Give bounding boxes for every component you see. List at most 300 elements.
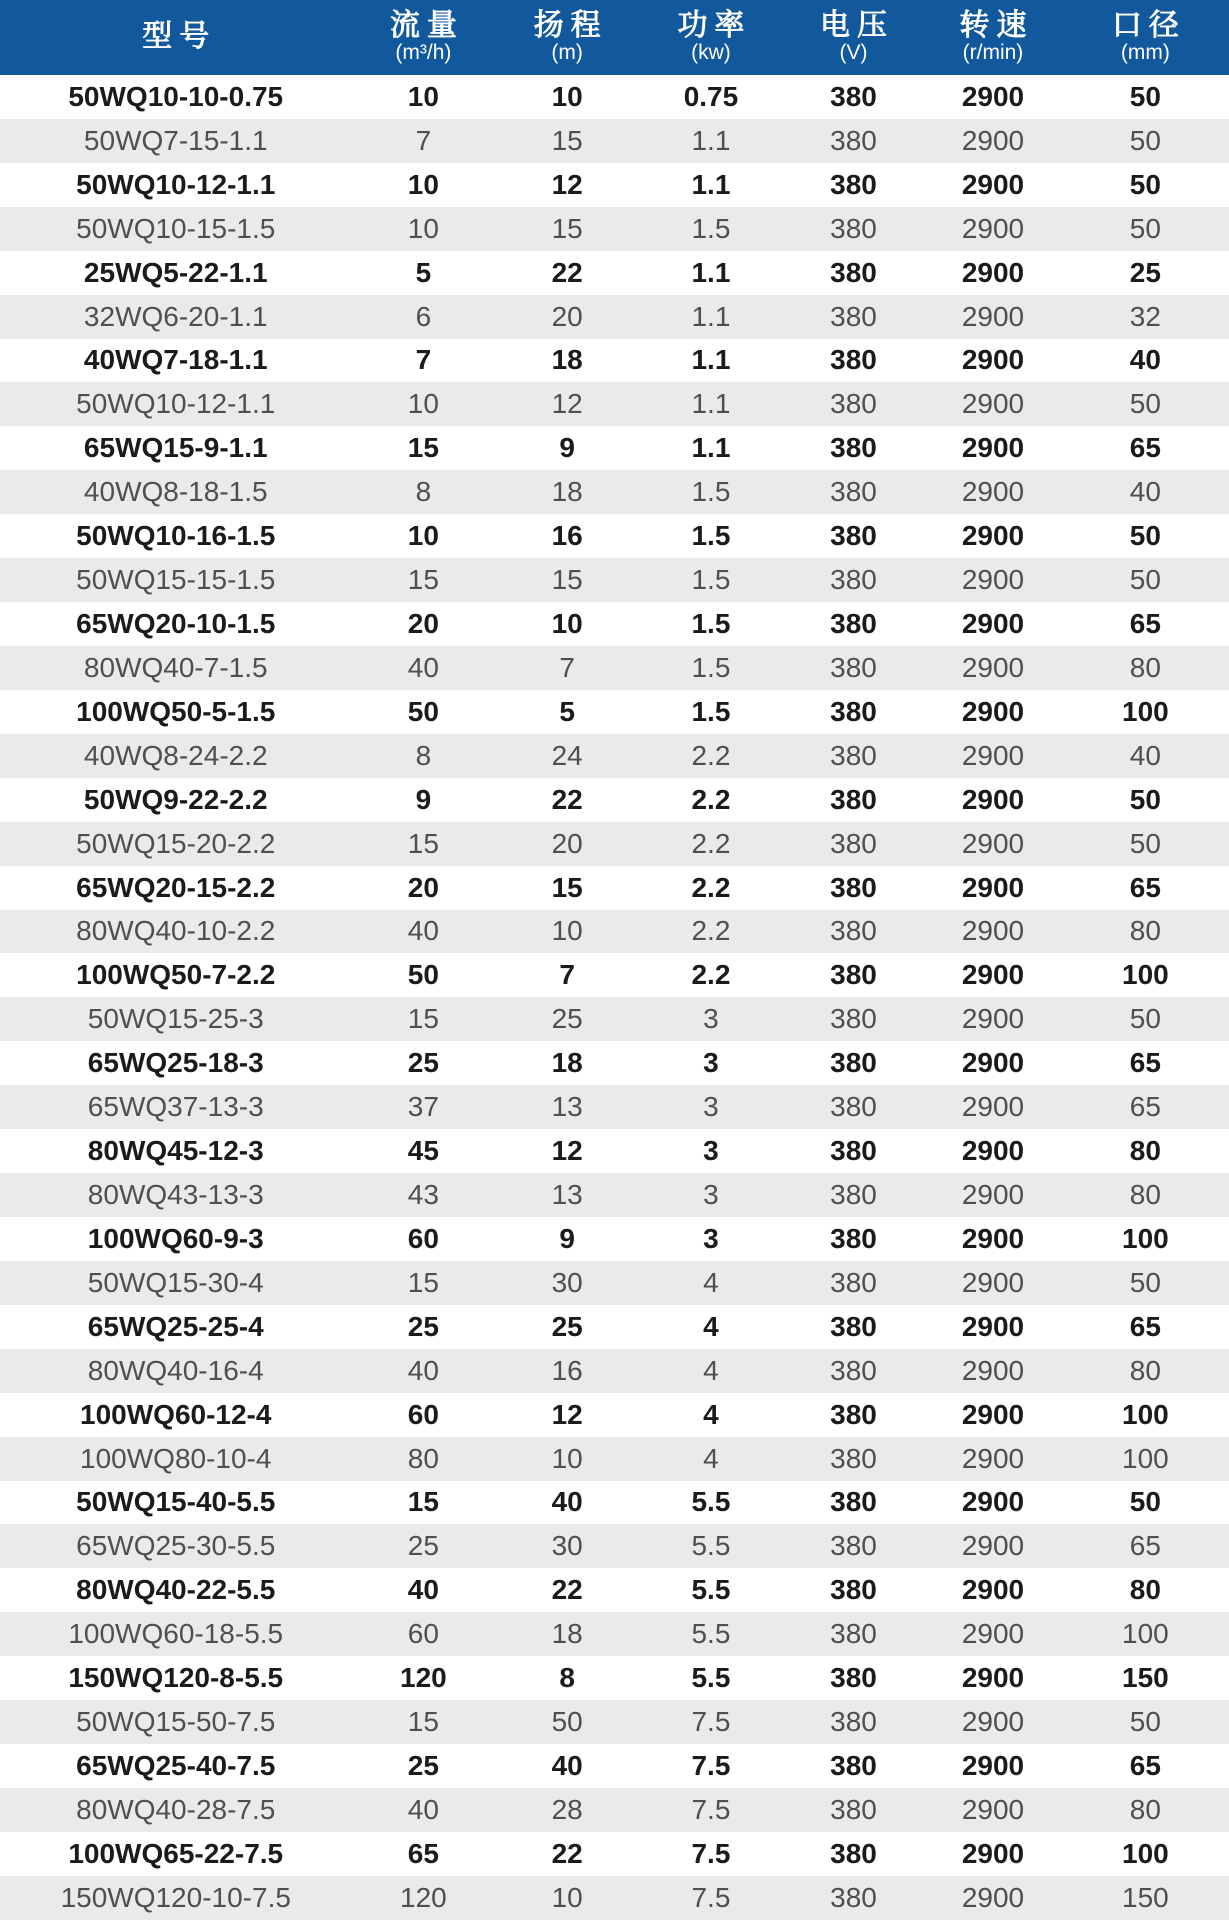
value-cell: 380 [830,1047,877,1079]
value-cell: 65 [1129,1530,1161,1562]
value-cell: 4 [703,1310,719,1342]
value-cell: 380 [830,1135,877,1167]
value-cell: 15 [551,124,583,156]
value-cell: 2900 [961,1749,1025,1781]
model-cell: 65WQ20-15-2.2 [76,871,276,903]
value-cell: 60 [407,1618,439,1650]
model-cell: 50WQ9-22-2.2 [83,783,268,815]
value-cell: 380 [830,1091,877,1123]
value-cell: 380 [830,1793,877,1825]
value-cell: 3 [703,1003,719,1035]
value-cell: 2900 [961,1091,1025,1123]
value-cell: 10 [407,388,439,420]
value-cell: 1.5 [691,651,731,683]
value-cell: 1.5 [691,564,731,596]
table-row [0,1261,1229,1305]
value-cell: 80 [1129,1574,1161,1606]
table-row [0,339,1229,383]
value-cell: 50 [1129,520,1161,552]
value-cell: 3 [703,1222,719,1254]
value-cell: 15 [407,564,439,596]
value-cell: 1.1 [691,300,731,332]
column-label: 功率 [677,8,752,42]
table-row [0,426,1229,470]
table-row [0,690,1229,734]
column-header-0 [0,0,351,75]
value-cell: 2900 [961,1881,1025,1913]
value-cell: 80 [407,1442,439,1474]
value-cell: 2900 [961,476,1025,508]
value-cell: 2900 [961,1222,1025,1254]
value-cell: 2900 [961,520,1025,552]
value-cell: 60 [407,1222,439,1254]
model-cell: 50WQ15-25-3 [87,1003,264,1035]
value-cell: 50 [1129,827,1161,859]
table-row [0,251,1229,295]
value-cell: 65 [1129,1091,1161,1123]
table-row [0,866,1229,910]
table-row [0,822,1229,866]
value-cell: 380 [830,1530,877,1562]
value-cell: 20 [551,827,583,859]
model-cell: 40WQ7-18-1.1 [83,344,268,376]
value-cell: 12 [551,168,583,200]
value-cell: 50 [1129,212,1161,244]
value-cell: 1.5 [691,608,731,640]
value-cell: 80 [1129,915,1161,947]
table-row [0,1656,1229,1700]
table-row [0,119,1229,163]
value-cell: 2900 [961,871,1025,903]
model-cell: 100WQ65-22-7.5 [68,1837,284,1869]
value-cell: 2900 [961,388,1025,420]
value-cell: 50 [1129,1003,1161,1035]
value-cell: 12 [551,1135,583,1167]
value-cell: 5.5 [691,1574,731,1606]
value-cell: 18 [551,1047,583,1079]
value-cell: 2900 [961,1662,1025,1694]
model-cell: 50WQ10-10-0.75 [68,80,284,112]
table-row [0,75,1229,119]
value-cell: 80 [1129,1179,1161,1210]
value-cell: 380 [830,168,877,200]
value-cell: 25 [407,1530,439,1562]
value-cell: 22 [551,1837,583,1869]
value-cell: 25 [407,1310,439,1342]
value-cell: 380 [830,1706,877,1738]
table-row [0,910,1229,954]
value-cell: 25 [407,1047,439,1079]
table-row [0,1700,1229,1744]
value-cell: 7 [559,651,575,683]
value-cell: 2900 [961,1618,1025,1650]
value-cell: 380 [830,915,877,947]
value-cell: 380 [830,1354,877,1386]
value-cell: 30 [551,1530,583,1562]
value-cell: 16 [551,1354,583,1386]
column-unit: (m) [551,41,583,65]
value-cell: 8 [415,476,432,508]
model-cell: 150WQ120-10-7.5 [60,1881,291,1913]
value-cell: 2.2 [691,959,731,991]
value-cell: 2.2 [691,827,731,859]
value-cell: 2900 [961,783,1025,815]
value-cell: 1.1 [691,344,731,376]
value-cell: 10 [407,168,439,200]
value-cell: 22 [551,783,583,815]
value-cell: 7.5 [691,1706,731,1738]
model-cell: 50WQ7-15-1.1 [83,124,268,156]
value-cell: 65 [1129,871,1161,903]
value-cell: 380 [830,1662,877,1694]
value-cell: 2900 [961,1003,1025,1035]
value-cell: 2900 [961,300,1025,332]
column-label: 电压 [819,8,894,42]
value-cell: 2900 [961,1837,1025,1869]
value-cell: 2900 [961,1486,1025,1518]
value-cell: 10 [551,915,583,947]
value-cell: 380 [830,1310,877,1342]
value-cell: 40 [407,1793,439,1825]
value-cell: 380 [830,388,877,420]
value-cell: 2900 [961,695,1025,727]
value-cell: 10 [407,212,439,244]
value-cell: 10 [407,80,439,112]
column-label: 转速 [959,8,1034,42]
table-row [0,953,1229,997]
value-cell: 15 [551,564,583,596]
value-cell: 120 [400,1662,447,1694]
value-cell: 9 [559,432,575,464]
value-cell: 380 [830,1618,877,1650]
value-cell: 32 [1129,300,1161,332]
value-cell: 380 [830,80,877,112]
value-cell: 2900 [961,739,1025,771]
value-cell: 380 [830,1003,877,1035]
model-cell: 40WQ8-18-1.5 [83,476,268,508]
value-cell: 15 [551,212,583,244]
value-cell: 7 [415,124,432,156]
value-cell: 380 [830,827,877,859]
model-cell: 65WQ25-40-7.5 [76,1749,276,1781]
table-row [0,382,1229,426]
model-cell: 80WQ45-12-3 [87,1135,264,1167]
table-row [0,1524,1229,1568]
model-cell: 80WQ40-10-2.2 [76,915,276,947]
column-unit: (m³/h) [395,41,452,65]
model-cell: 100WQ50-7-2.2 [76,959,276,991]
table-row [0,1173,1229,1217]
value-cell: 18 [551,344,583,376]
value-cell: 1.1 [691,388,731,420]
value-cell: 22 [551,1574,583,1606]
column-label: 型号 [142,20,217,54]
table-row [0,1217,1229,1261]
value-cell: 2900 [961,915,1025,947]
column-header-3 [639,0,783,75]
value-cell: 120 [400,1881,447,1913]
value-cell: 15 [407,432,439,464]
value-cell: 380 [830,1398,877,1430]
value-cell: 100 [1122,1442,1169,1474]
value-cell: 7 [415,344,432,376]
column-unit: (V) [839,41,868,65]
model-cell: 80WQ40-22-5.5 [76,1574,276,1606]
value-cell: 10 [551,608,583,640]
value-cell: 40 [1129,344,1161,376]
value-cell: 10 [551,1442,583,1474]
value-cell: 20 [407,608,439,640]
table-row [0,1568,1229,1612]
value-cell: 4 [703,1398,719,1430]
value-cell: 40 [1129,739,1161,771]
value-cell: 2900 [961,1398,1025,1430]
model-cell: 50WQ10-12-1.1 [76,168,276,200]
value-cell: 7 [559,959,575,991]
value-cell: 2900 [961,1047,1025,1079]
table-row [0,163,1229,207]
value-cell: 65 [1129,1047,1161,1079]
value-cell: 9 [559,1222,575,1254]
value-cell: 7.5 [691,1881,731,1913]
value-cell: 20 [551,300,583,332]
value-cell: 380 [830,608,877,640]
table-row [0,1349,1229,1393]
table-row [0,514,1229,558]
model-cell: 100WQ60-9-3 [87,1222,264,1254]
column-header-6 [1062,0,1229,75]
value-cell: 2900 [961,827,1025,859]
table-row [0,1788,1229,1832]
value-cell: 43 [407,1179,439,1210]
value-cell: 380 [830,783,877,815]
value-cell: 50 [1129,168,1161,200]
value-cell: 380 [830,739,877,771]
value-cell: 100 [1122,1398,1169,1430]
value-cell: 380 [830,959,877,991]
model-cell: 50WQ10-12-1.1 [76,388,276,420]
value-cell: 25 [1129,256,1161,288]
value-cell: 1.5 [691,520,731,552]
value-cell: 380 [830,1837,877,1869]
value-cell: 65 [1129,1749,1161,1781]
value-cell: 380 [830,1222,877,1254]
model-cell: 65WQ15-9-1.1 [83,432,268,464]
value-cell: 2.2 [691,783,731,815]
value-cell: 7.5 [691,1837,731,1869]
value-cell: 2.2 [691,871,731,903]
value-cell: 380 [830,564,877,596]
column-unit: (kw) [691,41,731,65]
value-cell: 100 [1122,1837,1169,1869]
value-cell: 15 [551,871,583,903]
value-cell: 65 [1129,1310,1161,1342]
value-cell: 380 [830,212,877,244]
value-cell: 4 [703,1442,719,1474]
table-row [0,1085,1229,1129]
value-cell: 5 [559,695,575,727]
model-cell: 100WQ60-12-4 [80,1398,272,1430]
table-row [0,778,1229,822]
table-row [0,1612,1229,1656]
value-cell: 380 [830,1574,877,1606]
value-cell: 150 [1122,1881,1169,1913]
value-cell: 5.5 [691,1662,731,1694]
value-cell: 380 [830,695,877,727]
value-cell: 2900 [961,1310,1025,1342]
value-cell: 15 [407,1266,439,1298]
value-cell: 2900 [961,256,1025,288]
column-label: 流量 [389,8,464,42]
table-row [0,602,1229,646]
value-cell: 8 [559,1662,575,1694]
value-cell: 1.5 [691,212,731,244]
column-header-1 [351,0,495,75]
value-cell: 2900 [961,1442,1025,1474]
value-cell: 50 [407,695,439,727]
value-cell: 24 [551,739,583,771]
table-row [0,734,1229,778]
value-cell: 5 [415,256,432,288]
value-cell: 40 [407,651,439,683]
model-cell: 100WQ50-5-1.5 [76,695,276,727]
value-cell: 80 [1129,1354,1161,1386]
value-cell: 15 [407,1003,439,1035]
value-cell: 28 [551,1793,583,1825]
value-cell: 50 [1129,783,1161,815]
column-header-4 [783,0,924,75]
value-cell: 25 [407,1749,439,1781]
value-cell: 5.5 [691,1618,731,1650]
column-header-5 [924,0,1062,75]
value-cell: 3 [703,1091,719,1123]
model-cell: 65WQ25-18-3 [87,1047,264,1079]
table-row [0,1744,1229,1788]
value-cell: 380 [830,651,877,683]
model-cell: 80WQ40-16-4 [87,1354,264,1386]
value-cell: 40 [407,1574,439,1606]
value-cell: 2900 [961,344,1025,376]
model-cell: 80WQ43-13-3 [87,1179,264,1210]
value-cell: 5.5 [691,1530,731,1562]
value-cell: 65 [1129,432,1161,464]
value-cell: 80 [1129,1793,1161,1825]
model-cell: 25WQ5-22-1.1 [83,256,268,288]
value-cell: 6 [415,300,432,332]
value-cell: 4 [703,1354,719,1386]
value-cell: 50 [1129,388,1161,420]
model-cell: 65WQ25-30-5.5 [76,1530,276,1562]
value-cell: 2900 [961,1354,1025,1386]
value-cell: 2900 [961,212,1025,244]
model-cell: 50WQ15-40-5.5 [76,1486,276,1518]
value-cell: 12 [551,1398,583,1430]
value-cell: 380 [830,344,877,376]
table-row [0,1305,1229,1349]
value-cell: 2900 [961,651,1025,683]
value-cell: 380 [830,520,877,552]
value-cell: 150 [1122,1662,1169,1694]
value-cell: 2900 [961,959,1025,991]
value-cell: 50 [407,959,439,991]
value-cell: 45 [407,1135,439,1167]
value-cell: 15 [407,1486,439,1518]
value-cell: 2900 [961,1574,1025,1606]
value-cell: 5.5 [691,1486,731,1518]
table-row [0,295,1229,339]
value-cell: 3 [703,1135,719,1167]
model-cell: 80WQ40-7-1.5 [83,651,268,683]
value-cell: 7.5 [691,1793,731,1825]
column-label: 口径 [1111,8,1186,42]
value-cell: 380 [830,432,877,464]
model-cell: 65WQ20-10-1.5 [76,608,276,640]
table-body [0,75,1229,1920]
value-cell: 40 [407,915,439,947]
value-cell: 7.5 [691,1749,731,1781]
table-row [0,207,1229,251]
model-cell: 50WQ10-16-1.5 [76,520,276,552]
value-cell: 40 [551,1749,583,1781]
model-cell: 100WQ60-18-5.5 [68,1618,284,1650]
value-cell: 380 [830,124,877,156]
model-cell: 150WQ120-8-5.5 [68,1662,284,1694]
value-cell: 100 [1122,959,1169,991]
value-cell: 25 [551,1310,583,1342]
model-cell: 40WQ8-24-2.2 [83,739,268,771]
value-cell: 65 [407,1837,439,1869]
model-cell: 80WQ40-28-7.5 [76,1793,276,1825]
value-cell: 15 [407,1706,439,1738]
column-unit: (mm) [1120,41,1170,65]
value-cell: 2900 [961,1266,1025,1298]
value-cell: 80 [1129,1135,1161,1167]
value-cell: 1.1 [691,432,731,464]
table-row [0,1481,1229,1525]
model-cell: 32WQ6-20-1.1 [83,300,268,332]
column-unit: (r/min) [962,41,1024,65]
table-row [0,1876,1229,1920]
value-cell: 1.1 [691,124,731,156]
value-cell: 40 [1129,476,1161,508]
model-cell: 50WQ15-15-1.5 [76,564,276,596]
value-cell: 18 [551,1618,583,1650]
table-row [0,1041,1229,1085]
value-cell: 9 [415,783,432,815]
value-cell: 380 [830,1749,877,1781]
value-cell: 4 [703,1266,719,1298]
table-row [0,1393,1229,1437]
value-cell: 18 [551,476,583,508]
value-cell: 37 [407,1091,439,1123]
value-cell: 60 [407,1398,439,1430]
value-cell: 65 [1129,608,1161,640]
value-cell: 3 [703,1047,719,1079]
model-cell: 50WQ10-15-1.5 [76,212,276,244]
value-cell: 50 [1129,124,1161,156]
value-cell: 50 [1129,1266,1161,1298]
model-cell: 65WQ37-13-3 [87,1091,264,1123]
table-row [0,558,1229,602]
value-cell: 50 [1129,1486,1161,1518]
value-cell: 16 [551,520,583,552]
value-cell: 25 [551,1003,583,1035]
table-header-row [0,0,1229,75]
table-row [0,1129,1229,1173]
table-row [0,470,1229,514]
value-cell: 100 [1122,695,1169,727]
value-cell: 2900 [961,168,1025,200]
